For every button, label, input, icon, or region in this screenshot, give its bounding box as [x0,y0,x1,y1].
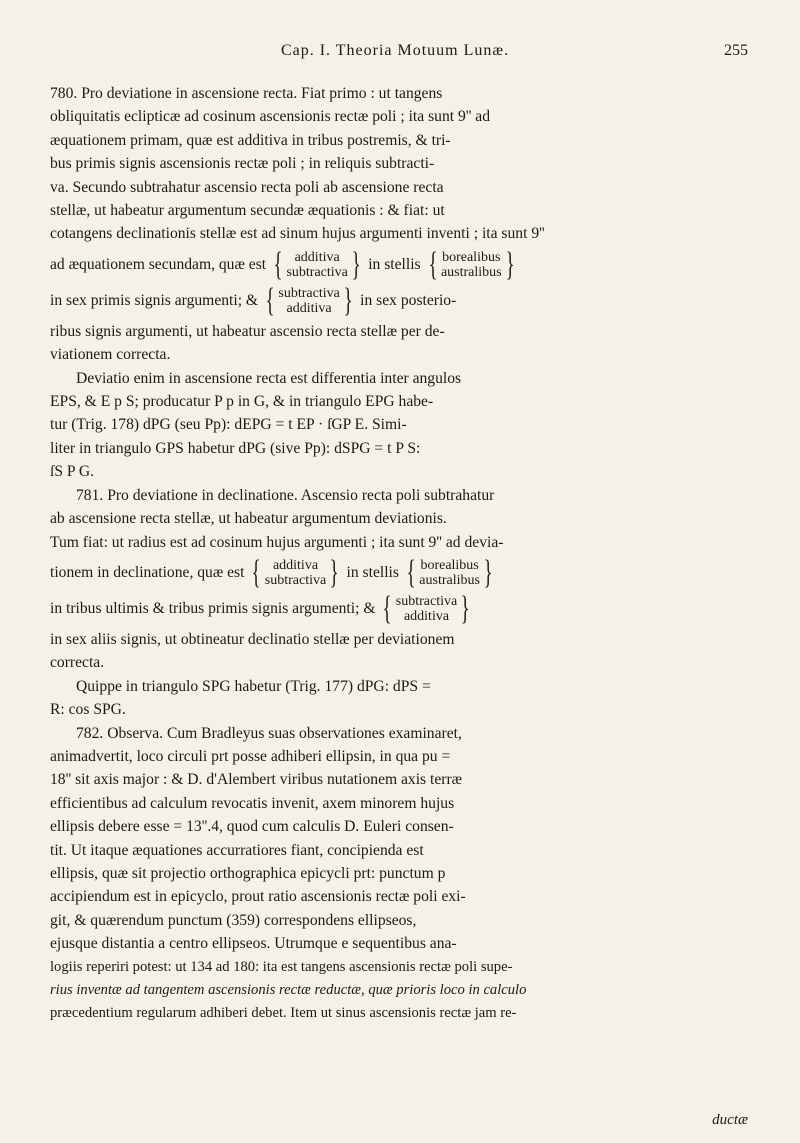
option: additiva [403,608,450,624]
option-stack [286,250,347,280]
brace-text: ad æquationem secundam, quæ est [50,256,267,274]
brace-line [50,589,750,627]
text-line: ellipsis, quæ sit projectio orthographica epicycli prt: punctum p [50,864,446,882]
text-line: ſS P G. [50,463,95,481]
text-line: Deviatio enim in ascensione recta est differentia inter angulos [76,369,462,387]
text-line: 781. Pro deviatione in declinatione. Ascensio recta poli subtrahatur [76,486,495,504]
option: subtractiva [395,593,458,609]
text-line: cotangens declinationis stellæ est ad sinum hujus argumenti inventi ; ita sunt 9'' [50,225,545,243]
paragraph-781 [50,484,750,722]
option: australibus [419,572,480,588]
right-brace-icon: } [483,553,493,591]
brace-text: tionem in declinatione, quæ est [50,564,245,582]
option-stack [419,558,480,588]
text-line: obliquitatis eclipticæ ad cosinum ascensionis rectæ poli ; ita sunt 9'' ad [50,108,491,126]
text-line: Quippe in triangulo SPG habetur (Trig. 177) dPG: dPS = [76,677,431,695]
text-line: in sex aliis signis, ut obtineatur declinatio stellæ per deviationem [50,630,455,648]
text-line: Tum fiat: ut radius est ad cosinum hujus argumenti ; ita sunt 9'' ad devia- [50,533,504,551]
text-line: ribus signis argumenti, ut habeatur ascensio recta stellæ per de- [50,322,445,340]
option: additiva [294,249,340,265]
page-number: 255 [724,42,748,59]
brace-text: in tribus ultimis & tribus primis signis argumenti; & [50,600,376,618]
option: additiva [272,557,319,573]
text-line: 780. Pro deviatione in ascensione recta. Fiat primo : ut tangens [50,85,443,102]
brace-line [50,281,750,319]
paragraph-782 [50,722,750,1026]
text-line: æquationem primam, quæ est additiva in tribus postremis, & tri- [50,131,451,149]
page-body [50,82,750,1026]
option: borealibus [420,557,479,573]
text-line: ejusque distantia a centro ellipseos. Utrumque e sequentibus ana- [50,935,457,953]
text-line: tit. Ut itaque æquationes accurratiores fiant, concipienda est [50,841,424,859]
text-line: stellæ, ut habeatur argumentum secundæ æquationis : & fiat: ut [50,202,445,220]
right-brace-icon: } [460,589,470,627]
text-line: EPS, & E p S; producatur P p in G, & in triangulo EPG habe- [50,393,434,411]
brace-group [262,281,356,319]
text-line: ellipsis debere esse = 13''.4, quod cum calculis D. Euleri consen- [50,818,454,836]
brace-group [425,245,518,283]
left-brace-icon: { [383,589,393,627]
paragraph-780 [50,82,750,484]
brace-text: in sex posterio- [360,292,457,310]
right-brace-icon: } [329,553,339,591]
option: subtractiva [278,285,340,301]
option: australibus [440,264,502,280]
text-line: rius inventæ ad tangentem ascensionis rectæ reductæ, quæ prioris loco in calculo [50,982,527,998]
option: subtractiva [264,572,327,588]
right-brace-icon: } [351,245,361,283]
brace-text: in stellis [368,256,421,274]
text-line: liter in triangulo GPS habetur dPG (sive Pp): dSPG = t P S: [50,439,421,457]
brace-line [50,553,750,591]
brace-text: in stellis [346,564,399,582]
brace-text: in sex primis signis argumenti; & [50,292,259,310]
right-brace-icon: } [343,281,353,319]
option-stack [441,250,502,280]
left-brace-icon: { [273,245,283,283]
left-brace-icon: { [406,553,416,591]
text-line: tur (Trig. 178) dPG (seu Pp): dEPG = t EP · ſGP E. Simi- [50,416,407,434]
text-line: git, & quærendum punctum (359) correspondens ellipseos, [50,911,417,929]
brace-group [270,245,364,283]
left-brace-icon: { [428,245,438,283]
running-head: Cap. I. Theoria Motuum Lunæ. [280,42,510,59]
text-line: logiis reperiri potest: ut 134 ad 180: ita est tangens ascensionis rectæ poli supe- [50,958,513,975]
option-stack [278,286,339,316]
text-line: ab ascensione recta stellæ, ut habeatur argumentum deviationis. [50,510,447,528]
option: borealibus [442,249,501,265]
brace-group [403,553,496,591]
text-line: efficientibus ad calculum revocatis invenit, axem minorem hujus [50,794,455,812]
option: subtractiva [286,264,348,280]
text-line: va. Secundo subtrahatur ascensio recta poli ab ascensione recta [50,178,444,196]
brace-line [50,245,750,283]
text-line: præcedentium regularum adhiberi debet. Item ut sinus ascensionis rectæ jam re- [50,1005,517,1022]
text-line: viationem correcta. [50,346,171,364]
text-line: animadvertit, loco circuli prt posse adhiberi ellipsin, in qua pu = [50,747,451,765]
option: additiva [286,300,332,316]
text-line: 18'' sit axis major : & D. d'Alembert viribus nutationem axis terræ [50,771,463,789]
brace-group [379,589,473,627]
text-line: R: cos SPG. [50,701,126,719]
text-line: bus primis signis ascensionis rectæ poli ; in reliquis subtracti- [50,155,435,173]
option-stack [265,558,326,588]
text-line: 782. Observa. Cum Bradleyus suas observationes examinaret, [76,724,462,742]
brace-group [248,553,342,591]
left-brace-icon: { [252,553,262,591]
text-line: correcta. [50,654,105,672]
right-brace-icon: } [505,245,515,283]
left-brace-icon: { [265,281,275,319]
option-stack [396,594,457,624]
catchword: ductæ [712,1112,748,1128]
page-header [40,42,748,72]
text-line: accipiendum est in epicyclo, prout ratio ascensionis rectæ poli exi- [50,888,466,906]
